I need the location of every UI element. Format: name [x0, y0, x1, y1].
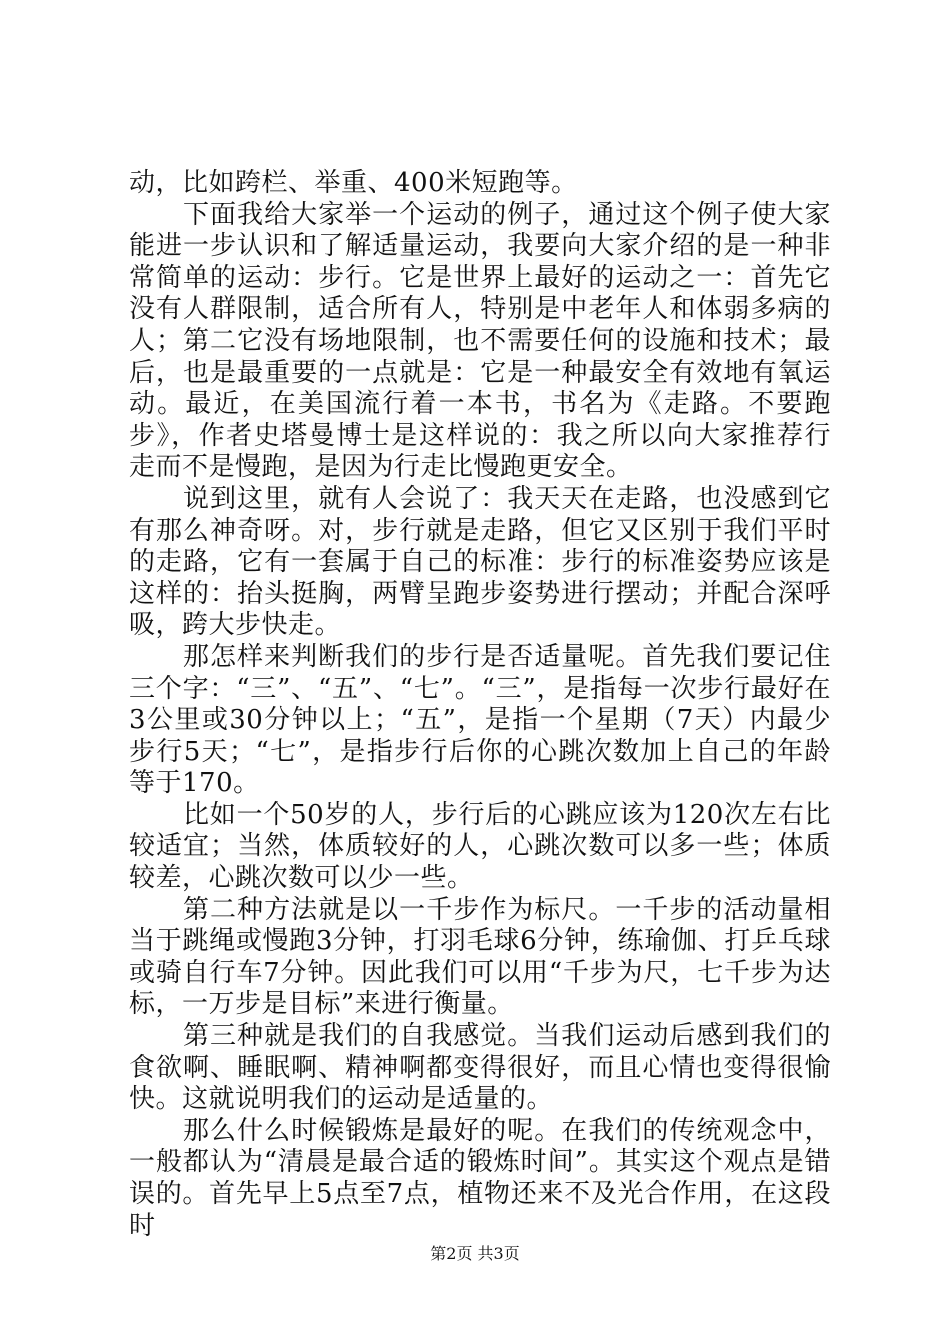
paragraph-7: 第三种就是我们的自我感觉。当我们运动后感到我们的食欲啊、睡眠啊、精神啊都变得很好，而且心情也变得很愉快。这就说明我们的运动是适量的。: [129, 1021, 831, 1115]
page-footer: 第2页 共3页: [430, 1244, 520, 1263]
paragraph-5: 比如一个50岁的人，步行后的心跳应该为120次左右比较适宜；当然，体质较好的人，心跳次数可以多一些；体质较差，心跳次数可以少一些。: [129, 799, 831, 894]
paragraph-8: 那么什么时候锻炼是最好的呢。在我们的传统观念中，一般都认为“清晨是最合适的锻炼时间”。其实这个观点是错误的。首先早上5点至7点，植物还来不及光合作用，在这段时: [129, 1115, 831, 1241]
paragraph-1: 动，比如跨栏、举重、400米短跑等。: [129, 168, 578, 198]
document-body: [129, 168, 831, 1242]
paragraph-2: 下面我给大家举一个运动的例子，通过这个例子使大家能进一步认识和了解适量运动，我要向大家介绍的是一种非常简单的运动：步行。它是世界上最好的运动之一：首先它没有人群限制，适合所有人，特别是中老年人和体弱多病的人；第二它没有场地限制，也不需要任何的设施和技术；最后，也是最重要的一点就是：它是一种最安全有效地有氧运动。最近，在美国流行着一本书，书名为《走路。不要跑步》，作者史塔曼博士是这样说的：我之所以向大家推荐行走而不是慢跑，是因为行走比慢跑更安全。: [129, 199, 831, 483]
paragraph-4: 那怎样来判断我们的步行是否适量呢。首先我们要记住三个字：“三”、“五”、“七”。“三”，是指每一次步行最好在3公里或30分钟以上；“五”，是指一个星期（7天）内最少步行5天；“七”，是指步行后你的心跳次数加上自己的年龄等于170。: [129, 641, 831, 799]
paragraph-3: 说到这里，就有人会说了：我天天在走路，也没感到它有那么神奇呀。对，步行就是走路，但它又区别于我们平时的走路，它有一套属于自己的标准：步行的标准姿势应该是这样的：抬头挺胸，两臂呈跑步姿势进行摆动；并配合深呼吸，跨大步快走。: [129, 483, 831, 641]
paragraph-6: 第二种方法就是以一千步作为标尺。一千步的活动量相当于跳绳或慢跑3分钟，打羽毛球6分钟，练瑜伽、打乒乓球或骑自行车7分钟。因此我们可以用“千步为尺，七千步为达标，一万步是目标”来进行衡量。: [129, 894, 831, 1020]
